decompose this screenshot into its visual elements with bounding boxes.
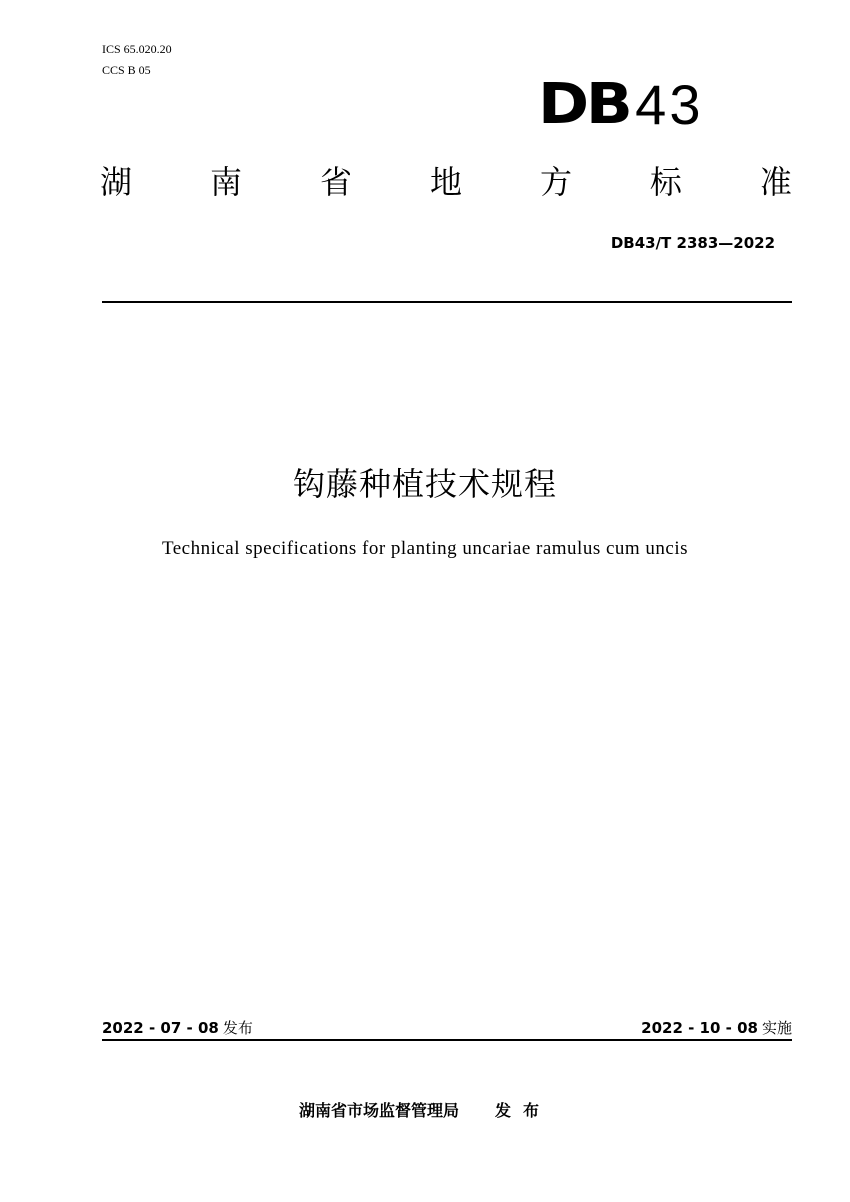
db-logo-number: 43 xyxy=(635,73,704,136)
db-logo xyxy=(538,72,704,137)
standard-type-char: 准 xyxy=(759,163,792,201)
standard-type-char: 湖 xyxy=(100,163,133,201)
publish-date: 2022 - 07 - 08 xyxy=(102,1019,219,1037)
standard-number: DB43/T 2383—2022 xyxy=(610,234,775,252)
publish-label: 发布 xyxy=(222,1019,253,1037)
standard-type-heading xyxy=(100,160,792,204)
issuer-action: 发布 xyxy=(495,1101,552,1120)
standard-type-char: 方 xyxy=(539,163,572,201)
ics-code: ICS 65.020.20 xyxy=(102,42,172,56)
ccs-code: CCS B 05 xyxy=(102,63,151,77)
publish-date-line xyxy=(102,1018,253,1038)
document-subtitle-english: Technical specifications for planting uncariae ramulus cum uncis xyxy=(161,538,689,559)
footer-divider xyxy=(102,1039,792,1041)
document-title: 钩藤种植技术规程 xyxy=(292,465,557,503)
standard-type-char: 标 xyxy=(649,163,682,201)
implement-date: 2022 - 10 - 08 xyxy=(641,1019,758,1037)
db-logo-letters: DB xyxy=(538,72,630,137)
standard-type-char: 省 xyxy=(319,163,352,201)
standard-type-char: 地 xyxy=(429,163,462,201)
issuer-line xyxy=(0,1100,850,1122)
issuer-name: 湖南省市场监督管理局 xyxy=(298,1101,459,1120)
standard-type-char: 南 xyxy=(209,163,242,201)
implement-label: 实施 xyxy=(761,1019,792,1037)
implement-date-line xyxy=(641,1018,792,1038)
header-divider xyxy=(102,301,792,303)
